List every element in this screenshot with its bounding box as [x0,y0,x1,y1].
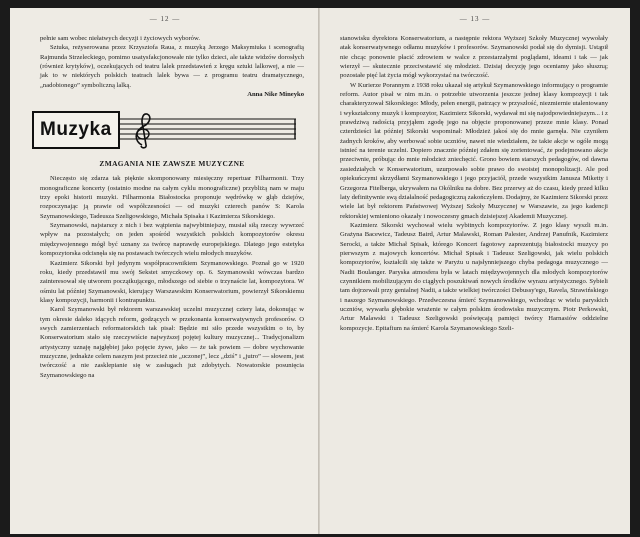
page-number: — 13 — [459,15,491,23]
paragraph: Szymanowski, najstarszy z nich i bez wątpienia najwybitniejszy, musiał siłą rzeczy wywrzeć wpływ na pozostałych; on jeden spośród wszystkich polskich kompozytorów okresu międzywojennego mógł być uznany za twórcę naprawdę europejskiego. Dlatego jego estetyka kompozytorska odcisnęła się na postawach twórczych wielu młodych muzyków. [40,222,304,258]
left-page [10,8,320,534]
paragraph: Nieczęsto się zdarza tak pięknie skomponowany miesięczny repertuar Filharmonii. Trzy monograficzne koncerty (ostatnio modne na całym cyklu monograficzne) przybliżą nam w maju trzy epoki historii muzyki. Filharmonia Białostocka proponuje wędrówkę w głąb dziejów, rozpoczynając ją prawie od współczesności — od muzyki czterech panów S: Karola Szymanowskiego, Tadeusza Szeligowskiego, Michała Spisaka i Kazimierza Sikorskiego. [40,175,304,220]
section-label: Muzyka [32,111,120,149]
paragraph: pełnie sam wobec niełatwych decyzji i życiowych wyborów. [40,35,200,42]
book-spread [10,8,630,534]
paragraph: Sztuka, reżyserowana przez Krzysztofa Raua, z muzyką Jerzego Maksymiuka i scenografią Rajmunda Strzeleckiego, pomimo usatysfakcjonowałe nie tylko dzieci, ale także widzów dorosłych (również krytyków), oczekujących od teatru lalek przedstawień z kręgu sztuki lalkowej, a nie — jak to w niektórych polskich teatrach lalek bywa — z programu teatru dramatycznego, „nadobionego” symboliczną lalką. [40,44,304,89]
paragraph: stanowisku dyrektora Konserwatorium, a następnie rektora Wyższej Szkoły Muzycznej wywołały atak konserwatywnego odłamu muzyków i profesorów. Szymanowski podał się do dymisji. Ustąpił nie chcąc ponownie płacić zdrowiem w walce z przestarzałymi poglądami, ideami i tak — jak wierzył — skutecznie przeciwstawić się młodzież. Dzisiaj decyzję jego oceniamy jako słuszną; pozostałe pięć lat życia mógł wykorzystać na twórczość. [340,35,608,80]
paragraph: Karol Szymanowski był rektorem warszawskiej uczelni muzycznej cztery lata, dokonując w tym okresie daleko idących reform, godzących w przekonania konserwatywnych profesorów. O swych zamierzeniach reformatorskich tak pisał: Będzie mi siło przede wszystkim o to, by Konserwatorium stało się rzeczywiście najwyższej pojętej kultury muzycznej... Tradycjonalizm artystyczny uznaję najgłębiej jako pojęcie żywe, jako — że tak powiem — dobre wychowanie muzyczne, jednakże celem naszym jest przecież nie „uczonej”, lecz „dziś” i „jutro” — słowem, jest twórczość a nie zasklepianie się w zasługach już zdobytych. Nowatorskie posunięcia Szymanowskiego na [40,306,304,379]
paragraph: W Kurierze Porannym z 1938 roku ukazał się artykuł Szymanowskiego informujący o programie reform. Autor pisał w nim m.in. o potrzebie utworzenia jeszcze jednej klasy kompozycji i tak charakteryzował Sikorskiego: Młody, pełen energii, patrzący w przyszłość, niezmiernie utalentowany i wykształcony muzyk i kompozytor, Kazimierz Sikorski, wydawał mi się najodpowiedniejszym... i z prawdziwą radością przyjąłem zgodę jego na objęcie proponowanej przeze mnie klasy. Ponad czterdzieści lat później Sikorski wspominał: Młodzież jakoś się do mnie garnęła. Nie czyniłem żadnych kroków, aby werbować sobie uczniów, nawet nie wiedziałem, że takie akcje w ogóle mogą istnieć na terenie uczelni. Dopiero znacznie później zdałem się zorientować, że podejmowano akcje przeciwnie, próbując do mnie młodzież zniechęcić. Grono bowiem starszych pedagogów, od dawna zasiedziałych w Konserwatorium, uzurpowało sobie prawo do swoistej monopolizacji. Ale pod opiekuńczymi skrzydłami Szymanowskiego i jego przyjaciół, przede wszystkim Janusza Miketty i Grzegorza Fitelberga, ukrywałem na Okólniku na dobre. Bez przerwy aż do czasu, kiedy przed kilku laty definitywnie swą działalność pedagogiczną zakończyłem. Dodajmy, że Kazimierz Sikorski przez wiele lat był rektorem Państwowej Wyższej Szkoły Muzycznej w Warszawie, za jego kadencji rektorskiej wmieniono okazały i nowoczesny gmach dzisiejszej Akademii Muzycznej. [340,81,608,220]
page-number: — 12 — [149,15,181,23]
paragraph: Kazimierz Sikorski był jedynym współpracownikiem Szymanowskiego. Poznał go w 1920 roku, kiedy przedstawił mu swój Sekstet smyczkowy op. 6. Szymanowski wówczas bardzo zainteresował się utworem początkującego, młodszego od siebie o trzynaście lat, kompozytora. W ośmiu lat później Szymanowski, kierujący Warszawskim Konserwatorium, powierzył Sikorskiemu klasy kompozycji, harmonii i kontrapunktu. [40,259,304,304]
article-title: ZMAGANIA NIE ZAWSZE MUZYCZNE [99,159,245,169]
right-page [320,8,630,534]
author-signature: Anna Nike Mineyko [247,91,304,99]
paragraph: Kazimierz Sikorski wychował wielu wybitnych kompozytorów. Z jego klasy wyszli m.in. Grażyna Bacewicz, Tadeusz Baird, Artur Malawski, Roman Palester, Andrzej Panufnik, Kazimierz Serocki, a także Michał Spisak, którego Koncert fagotowy zaprezentują białostocki muzycy po pierwszym z majowych koncertów. Michał Spisak i Tadeusz Szeligowski, jak wielu polskich kompozytorów, kształcili się także w Paryżu u najsłynniejszego chyba pedagoga muzycznego — Nadii Boulanger. Paryska atmosfera była w latach międzywojennych dla młodych kompozytorów czynnikiem mobilizującym do ciągłych poszukiwań nowych środków wyrazu artystycznego. Sybieli tam dojrzewali przy genialnej Nadii, a także wielkiej twórczości Debussy'ego, Ravela, Strawińskiego i naszego Szymanowskiego. Przedwczesna śmierć Szymanowskiego, wchodząc w wielu paryskich uczniów, wywarła głębokie wrażenie w całym polskim środowisku muzycznym. Piotr Perkowski, Artur Malawski i Tadeusz Szeligowski poświęcają pamięci twórcy Harnasiów oddzielne kompozycje. Epitafium na śmierć Karola Szymanowskiego Szeli- [340,221,608,332]
music-staff-icon [120,111,298,149]
section-banner [32,111,298,149]
